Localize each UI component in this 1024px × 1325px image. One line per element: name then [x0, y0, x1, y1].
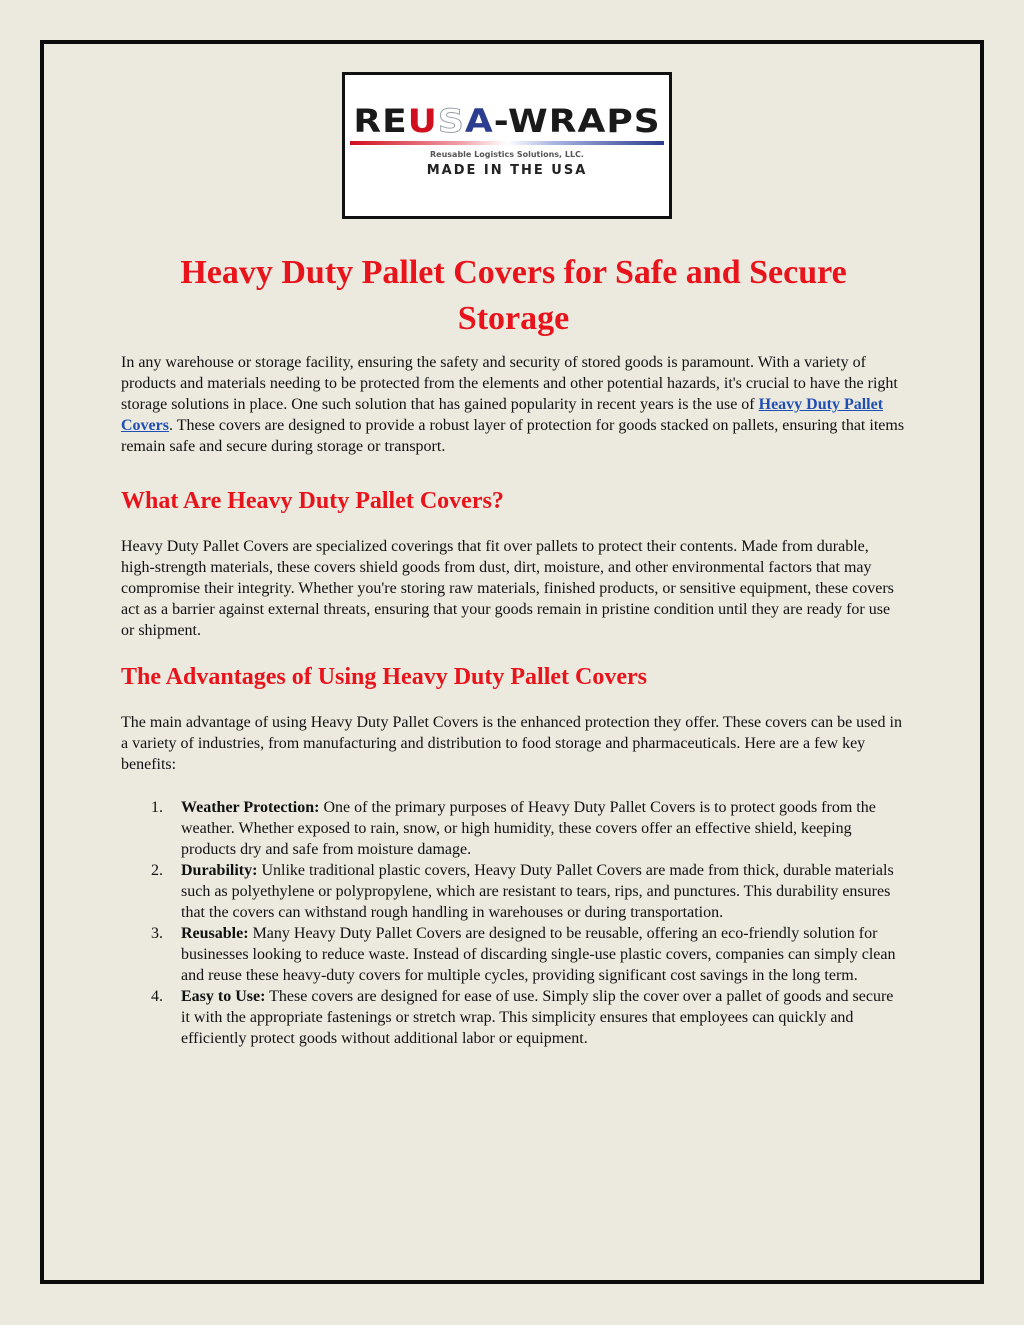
benefit-title: Weather Protection:: [181, 799, 320, 816]
benefits-list: [121, 797, 906, 1049]
benefit-title: Reusable:: [181, 925, 249, 942]
company-logo: [342, 72, 672, 219]
heavy-duty-pallet-covers-link[interactable]: Heavy Duty Pallet Covers: [121, 396, 884, 434]
logo-part-s: S: [437, 103, 465, 140]
section-heading-advantages: The Advantages of Using Heavy Duty Pallet Covers: [121, 664, 647, 690]
benefit-item-reusable: [121, 923, 906, 986]
benefit-text: Many Heavy Duty Pallet Covers are designed to be reusable, offering an eco-friendly solution for businesses looking to reduce waste. Instead of discarding single-use plastic covers, companies can simply clean and reuse these heavy-duty covers for multiple cycles, providing significant cost savings in the long term.: [181, 925, 896, 984]
benefit-item-durability: [121, 860, 906, 923]
benefit-title: Easy to Use:: [181, 988, 266, 1005]
intro-paragraph: [121, 352, 906, 457]
benefit-text: Unlike traditional plastic covers, Heavy Duty Pallet Covers are made from thick, durable materials such as polyethylene or polypropylene, which are resistant to tears, rips, and punctures. This durability ensures that the covers can withstand rough handling in warehouses or during transportation.: [181, 862, 894, 921]
benefit-item-weather-protection: [121, 797, 906, 860]
intro-text-end: . These covers are designed to provide a robust layer of protection for goods stacked on pallets, ensuring that items remain safe and secure during storage or transport.: [121, 417, 905, 455]
logo-part-wraps: -WRAPS: [493, 103, 661, 140]
list-number: 3.: [151, 925, 163, 942]
logo-tagline: MADE IN THE USA: [426, 163, 588, 178]
benefit-item-easy-to-use: [121, 986, 906, 1049]
list-number: 4.: [151, 988, 163, 1005]
benefit-text: One of the primary purposes of Heavy Duty Pallet Covers is to protect goods from the weather. Whether exposed to rain, snow, or high humidity, these covers offer an effective shield, keeping products dry and safe from moisture damage.: [181, 799, 876, 858]
list-number: 2.: [151, 862, 163, 879]
section-advantages-body: The main advantage of using Heavy Duty Pallet Covers is the enhanced protection they offer. These covers can be used in a variety of industries, from manufacturing and distribution to food storage and pharmaceuticals. Here are a few key benefits:: [121, 714, 902, 773]
benefit-text: These covers are designed for ease of use. Simply slip the cover over a pallet of goods and secure it with the appropriate fastenings or stretch wrap. This simplicity ensures that employees can quickly and efficiently protect goods without additional labor or equipment.: [181, 988, 894, 1047]
benefit-title: Durability:: [181, 862, 258, 879]
logo-part-a: A: [464, 103, 494, 140]
logo-subtitle: Reusable Logistics Solutions, LLC.: [430, 150, 584, 159]
logo-part-u: U: [407, 103, 438, 140]
list-number: 1.: [151, 799, 163, 816]
article: [121, 250, 906, 1049]
logo-flag-stripe: [350, 141, 664, 145]
section-what-are-body: Heavy Duty Pallet Covers are specialized coverings that fit over pallets to protect their contents. Made from durable, high-strength materials, these covers shield goods from dust, dirt, moisture, and other environmental factors that may compromise their integrity. Whether you're storing raw materials, finished products, or sensitive equipment, these covers act as a barrier against external threats, ensuring that your goods remain in pristine condition until they are ready for use or shipment.: [121, 538, 894, 639]
section-heading-what-are: What Are Heavy Duty Pallet Covers?: [121, 488, 504, 514]
intro-text-start: In any warehouse or storage facility, ensuring the safety and security of stored goods is paramount. With a variety of products and materials needing to be protected from the elements and other potential hazards, it's crucial to have the right storage solutions in place. One such solution that has gained popularity in recent years is the use of: [121, 354, 898, 413]
logo-wordmark: [349, 104, 665, 140]
page-title: Heavy Duty Pallet Covers for Safe and Secure Storage: [180, 254, 847, 337]
logo-part-re: RE: [353, 103, 408, 140]
